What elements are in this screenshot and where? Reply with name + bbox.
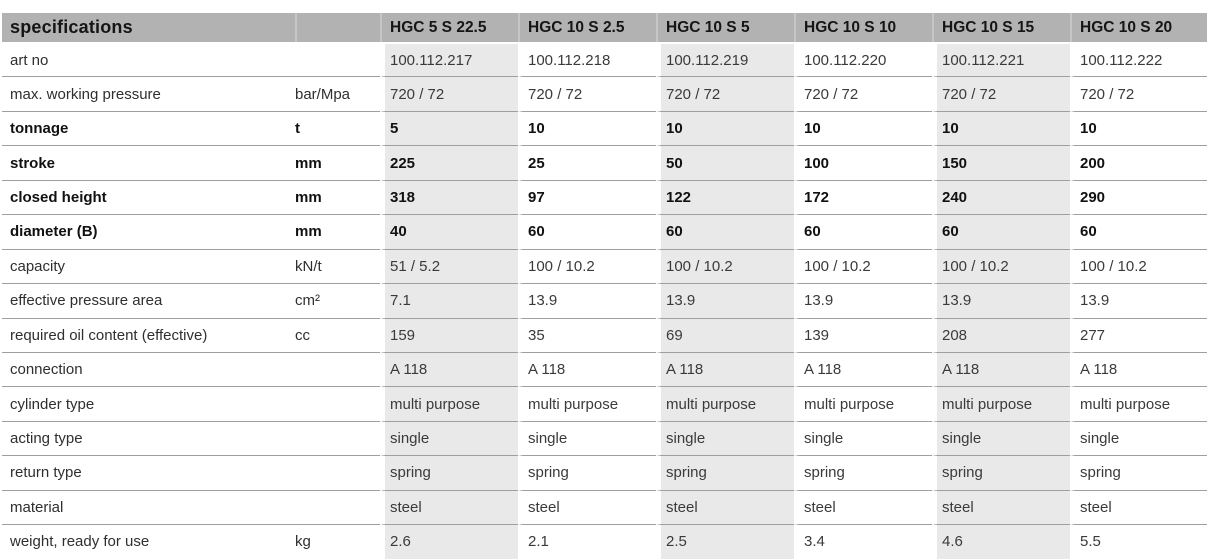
cell-value: 2.6 (380, 524, 518, 558)
cell-value: steel (794, 490, 932, 524)
cell-value: 51 / 5.2 (380, 249, 518, 283)
cell-value: multi purpose (656, 386, 794, 420)
cell-value: 720 / 72 (380, 76, 518, 110)
spec-row (2, 76, 1207, 110)
row-label: cylinder type (2, 386, 295, 420)
cell-value: 225 (380, 145, 518, 179)
cell-value: spring (518, 455, 656, 489)
spec-row (2, 283, 1207, 317)
cell-value: 720 / 72 (1070, 76, 1207, 110)
cell-value: 277 (1070, 318, 1207, 352)
spec-row (2, 249, 1207, 283)
row-unit (295, 386, 380, 420)
cell-value: 100.112.221 (932, 42, 1070, 76)
cell-value: 720 / 72 (518, 76, 656, 110)
cell-value: spring (380, 455, 518, 489)
row-unit (295, 352, 380, 386)
spec-row (2, 352, 1207, 386)
spec-row (2, 180, 1207, 214)
cell-value: A 118 (1070, 352, 1207, 386)
cell-value: 13.9 (932, 283, 1070, 317)
cell-value: 150 (932, 145, 1070, 179)
cell-value: 100.112.219 (656, 42, 794, 76)
cell-value: 10 (932, 111, 1070, 145)
cell-value: 10 (1070, 111, 1207, 145)
cell-value: spring (656, 455, 794, 489)
row-unit (295, 490, 380, 524)
cell-value: 290 (1070, 180, 1207, 214)
cell-value: 60 (932, 214, 1070, 248)
cell-value: 60 (1070, 214, 1207, 248)
cell-value: 208 (932, 318, 1070, 352)
cell-value: steel (1070, 490, 1207, 524)
row-unit: kN/t (295, 249, 380, 283)
cell-value: 159 (380, 318, 518, 352)
cell-value: 100 / 10.2 (518, 249, 656, 283)
cell-value: 7.1 (380, 283, 518, 317)
row-label: weight, ready for use (2, 524, 295, 558)
cell-value: 5 (380, 111, 518, 145)
cell-value: 100 / 10.2 (794, 249, 932, 283)
row-label: required oil content (effective) (2, 318, 295, 352)
cell-value: 13.9 (794, 283, 932, 317)
spec-row (2, 386, 1207, 420)
cell-value: 2.5 (656, 524, 794, 558)
cell-value: 200 (1070, 145, 1207, 179)
cell-value: 100.112.220 (794, 42, 932, 76)
table-title: specifications (2, 13, 295, 42)
spec-table (2, 13, 1207, 559)
row-label: effective pressure area (2, 283, 295, 317)
row-label: closed height (2, 180, 295, 214)
cell-value: A 118 (656, 352, 794, 386)
cell-value: 10 (794, 111, 932, 145)
cell-value: 97 (518, 180, 656, 214)
cell-value: spring (1070, 455, 1207, 489)
row-label: return type (2, 455, 295, 489)
row-label: max. working pressure (2, 76, 295, 110)
cell-value: 60 (794, 214, 932, 248)
cell-value: 122 (656, 180, 794, 214)
cell-value: 60 (656, 214, 794, 248)
cell-value: spring (932, 455, 1070, 489)
cell-value: multi purpose (518, 386, 656, 420)
cell-value: 13.9 (1070, 283, 1207, 317)
row-label: diameter (B) (2, 214, 295, 248)
cell-value: 318 (380, 180, 518, 214)
cell-value: 10 (518, 111, 656, 145)
row-unit (295, 42, 380, 76)
spec-row (2, 214, 1207, 248)
cell-value: steel (932, 490, 1070, 524)
cell-value: 25 (518, 145, 656, 179)
row-label: stroke (2, 145, 295, 179)
cell-value: 240 (932, 180, 1070, 214)
column-header-hgc-5-s-22-5: HGC 5 S 22.5 (380, 13, 518, 42)
cell-value: 100 / 10.2 (1070, 249, 1207, 283)
row-unit: bar/Mpa (295, 76, 380, 110)
cell-value: 13.9 (656, 283, 794, 317)
spec-row (2, 318, 1207, 352)
column-header-hgc-10-s-15: HGC 10 S 15 (932, 13, 1070, 42)
row-label: connection (2, 352, 295, 386)
cell-value: multi purpose (794, 386, 932, 420)
table-body (2, 42, 1207, 559)
cell-value: steel (518, 490, 656, 524)
table-header-row (2, 13, 1207, 42)
spec-row (2, 490, 1207, 524)
cell-value: A 118 (932, 352, 1070, 386)
cell-value: 720 / 72 (794, 76, 932, 110)
cell-value: 3.4 (794, 524, 932, 558)
row-label: acting type (2, 421, 295, 455)
cell-value: single (518, 421, 656, 455)
cell-value: A 118 (518, 352, 656, 386)
cell-value: single (932, 421, 1070, 455)
spec-row (2, 145, 1207, 179)
row-unit (295, 455, 380, 489)
cell-value: 35 (518, 318, 656, 352)
cell-value: 100 / 10.2 (656, 249, 794, 283)
row-unit: mm (295, 214, 380, 248)
cell-value: 720 / 72 (656, 76, 794, 110)
cell-value: 60 (518, 214, 656, 248)
cell-value: steel (380, 490, 518, 524)
cell-value: 2.1 (518, 524, 656, 558)
row-unit: t (295, 111, 380, 145)
column-header-hgc-10-s-2-5: HGC 10 S 2.5 (518, 13, 656, 42)
cell-value: 100.112.217 (380, 42, 518, 76)
row-unit: mm (295, 180, 380, 214)
row-label: capacity (2, 249, 295, 283)
cell-value: multi purpose (932, 386, 1070, 420)
cell-value: 69 (656, 318, 794, 352)
cell-value: spring (794, 455, 932, 489)
spec-row (2, 524, 1207, 558)
cell-value: single (656, 421, 794, 455)
cell-value: single (380, 421, 518, 455)
row-label: material (2, 490, 295, 524)
row-unit (295, 421, 380, 455)
row-unit: kg (295, 524, 380, 558)
spec-row (2, 421, 1207, 455)
row-unit: mm (295, 145, 380, 179)
spec-row (2, 455, 1207, 489)
cell-value: 4.6 (932, 524, 1070, 558)
cell-value: 10 (656, 111, 794, 145)
cell-value: single (1070, 421, 1207, 455)
cell-value: 172 (794, 180, 932, 214)
cell-value: 40 (380, 214, 518, 248)
cell-value: A 118 (794, 352, 932, 386)
cell-value: 100 (794, 145, 932, 179)
spec-row (2, 111, 1207, 145)
cell-value: 100.112.218 (518, 42, 656, 76)
cell-value: 100 / 10.2 (932, 249, 1070, 283)
row-unit: cm² (295, 283, 380, 317)
column-header-hgc-10-s-20: HGC 10 S 20 (1070, 13, 1207, 42)
cell-value: single (794, 421, 932, 455)
cell-value: A 118 (380, 352, 518, 386)
unit-column-header (295, 13, 380, 42)
column-header-hgc-10-s-10: HGC 10 S 10 (794, 13, 932, 42)
cell-value: multi purpose (380, 386, 518, 420)
cell-value: 5.5 (1070, 524, 1207, 558)
row-label: tonnage (2, 111, 295, 145)
cell-value: steel (656, 490, 794, 524)
table-header (2, 13, 1207, 42)
cell-value: 720 / 72 (932, 76, 1070, 110)
cell-value: multi purpose (1070, 386, 1207, 420)
cell-value: 13.9 (518, 283, 656, 317)
column-header-hgc-10-s-5: HGC 10 S 5 (656, 13, 794, 42)
row-unit: cc (295, 318, 380, 352)
spec-row (2, 42, 1207, 76)
cell-value: 100.112.222 (1070, 42, 1207, 76)
row-label: art no (2, 42, 295, 76)
cell-value: 139 (794, 318, 932, 352)
cell-value: 50 (656, 145, 794, 179)
